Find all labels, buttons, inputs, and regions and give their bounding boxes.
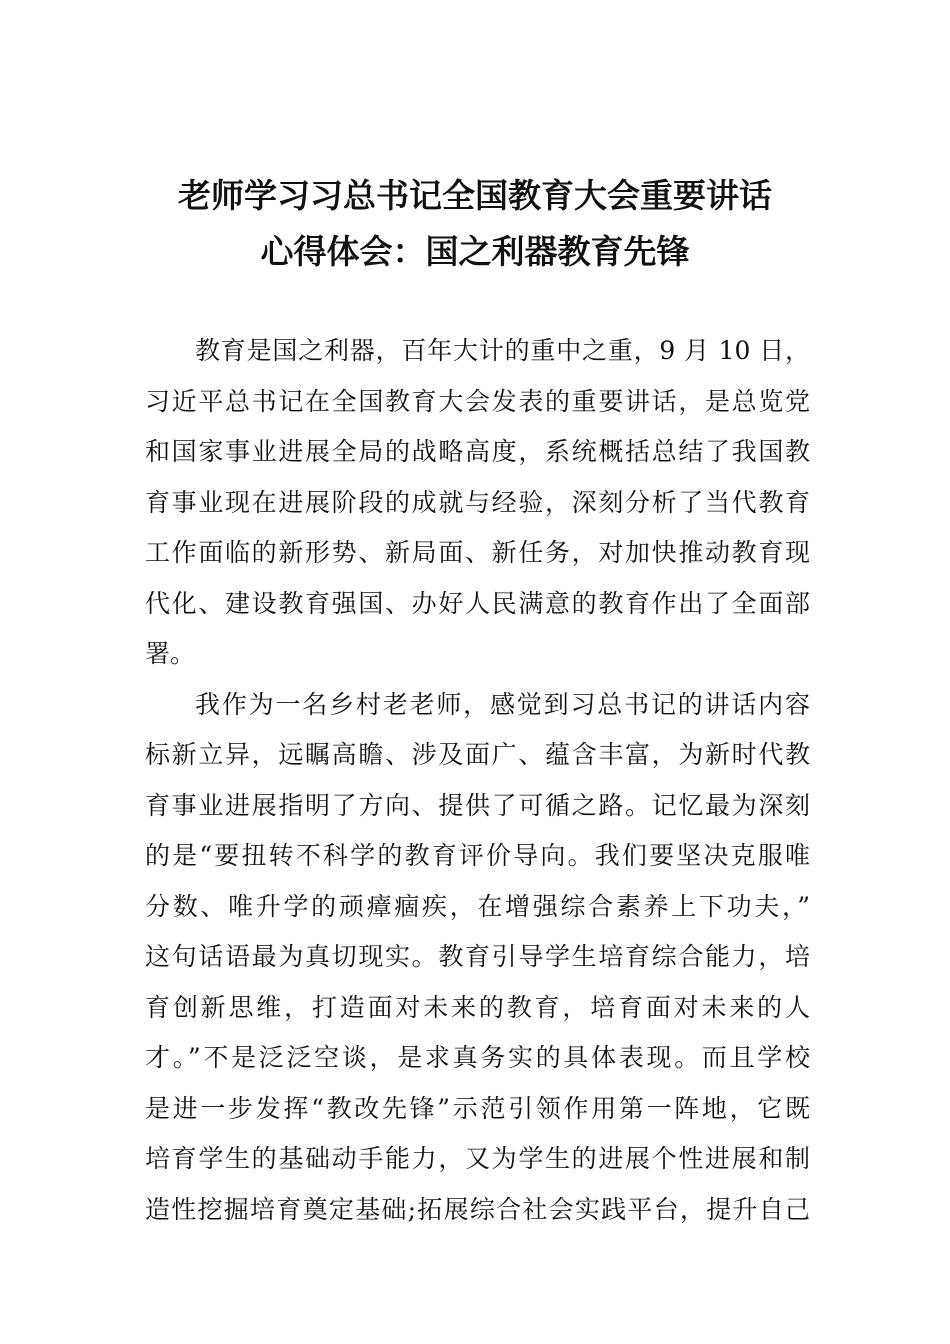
paragraph-2	[145, 680, 810, 1236]
text-line: 培育学生的基础动手能力，又为学生的进展个性进展和制	[145, 1144, 810, 1173]
text-line: 育创新思维，打造面对未来的教育，培育面对未来的人	[145, 992, 810, 1022]
text-line: 育事业现在进展阶段的成就与经验，深刻分析了当代教育	[145, 487, 810, 517]
text-line: 才。”不是泛泛空谈，是求真务实的具体表现。而且学校	[145, 1043, 810, 1072]
title-line-1: 老师学习习总书记全国教育大会重要讲话	[178, 176, 772, 215]
text-line: 代化、建设教育强国、办好人民满意的教育作出了全面部	[145, 588, 810, 618]
text-line: 标新立异，远瞩高瞻、涉及面广、蕴含丰富，为新时代教	[145, 740, 810, 769]
text-line: 工作面临的新形势、新局面、新任务，对加快推动教育现	[145, 538, 810, 567]
text-line: 造性挖掘培育奠定基础;拓展综合社会实践平台，提升自己	[145, 1194, 810, 1224]
document-body	[145, 326, 810, 1235]
text-line: 是进一步发挥“教改先锋”示范引领作用第一阵地，它既	[145, 1093, 810, 1123]
title-line-2: 心得体会：国之利器教育先锋	[260, 232, 690, 271]
text-line: 我作为一名乡村老老师，感觉到习总书记的讲话内容	[195, 689, 810, 719]
paragraph-1	[145, 326, 810, 680]
text-line: 的是“要扭转不科学的教育评价导向。我们要坚决克服唯	[145, 841, 810, 870]
text-line: 育事业进展指明了方向、提供了可循之路。记忆最为深刻	[145, 790, 810, 820]
text-line: 教育是国之利器，百年大计的重中之重，9 月 10 日，	[195, 336, 810, 365]
text-line: 这句话语最为真切现实。教育引导学生培育综合能力，培	[145, 942, 810, 971]
text-line: 和国家事业进展全局的战略高度，系统概括总结了我国教	[145, 437, 810, 466]
document-title	[120, 168, 830, 280]
text-line: 习近平总书记在全国教育大会发表的重要讲话，是总览党	[145, 386, 810, 416]
text-line: 分数、唯升学的顽瘴痼疾，在增强综合素养上下功夫，”	[145, 891, 810, 921]
text-line: 署。	[145, 639, 196, 668]
